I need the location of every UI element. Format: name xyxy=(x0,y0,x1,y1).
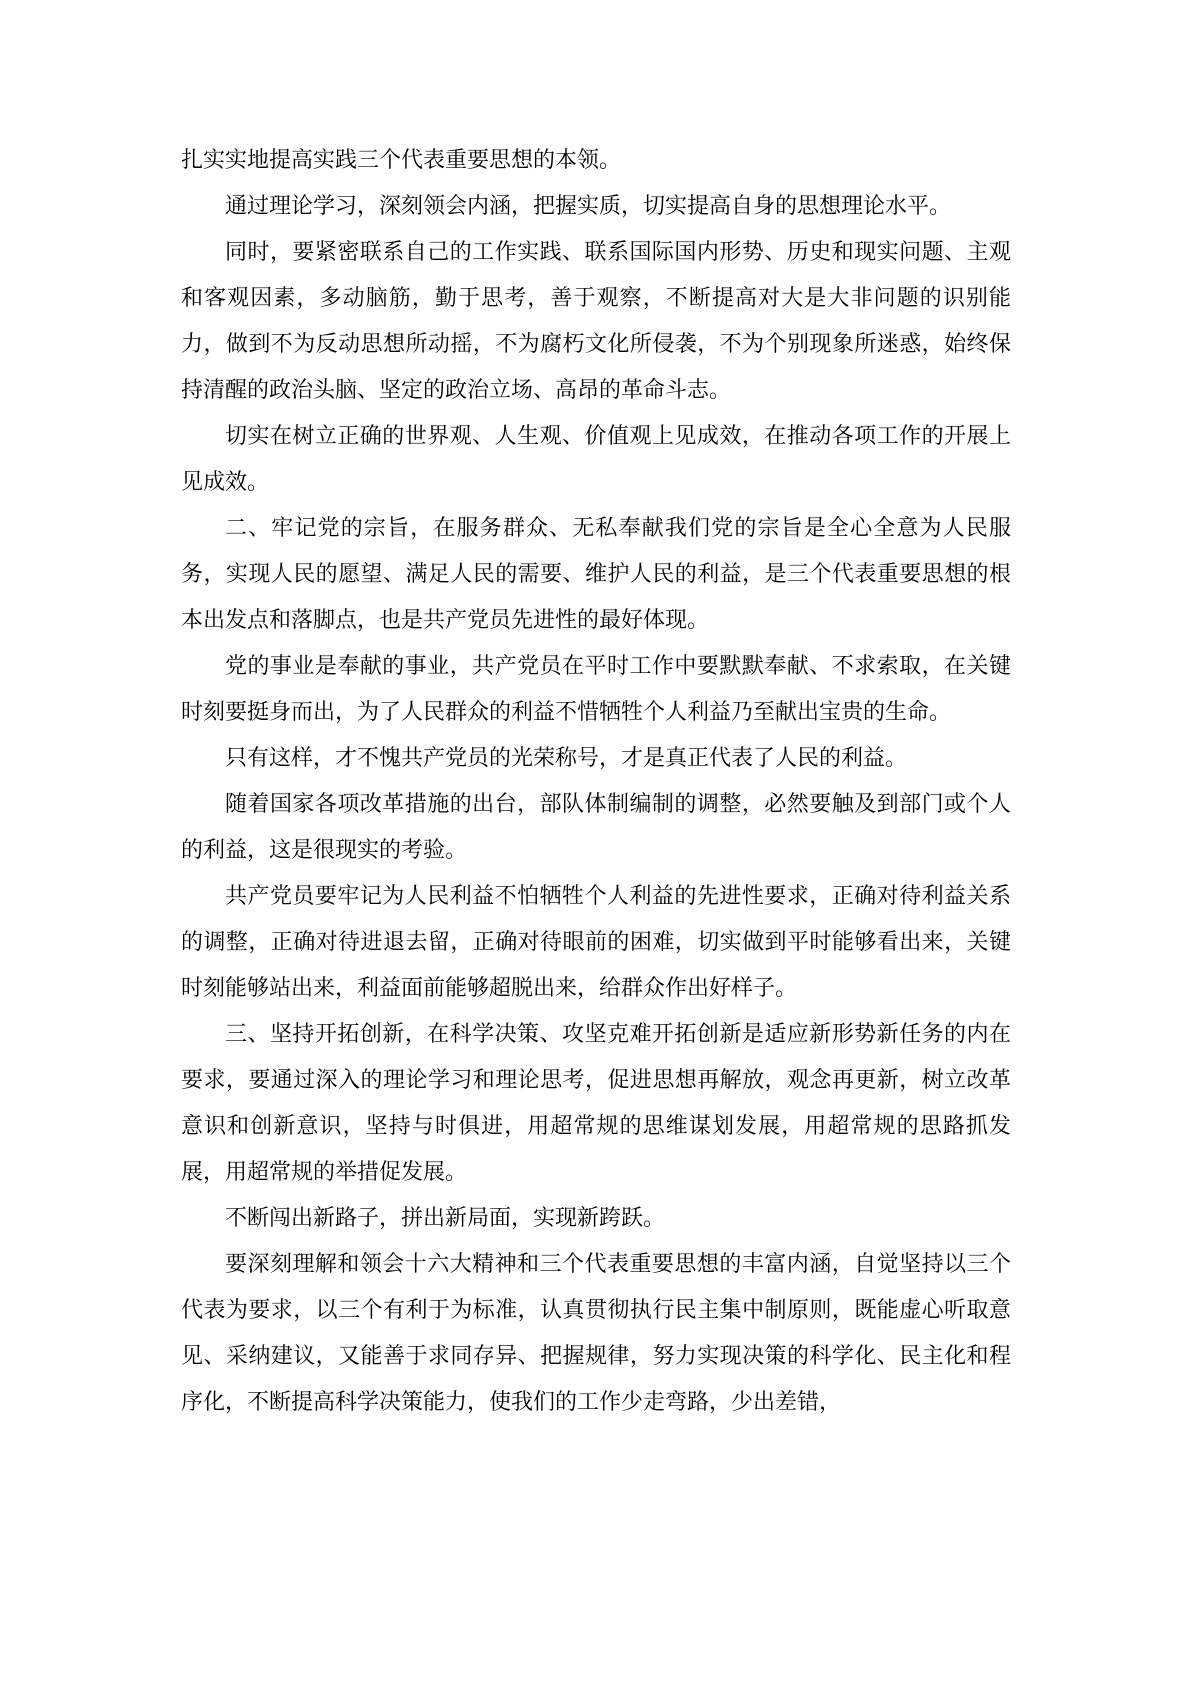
paragraph-scientific-decision: 要深刻理解和领会十六大精神和三个代表重要思想的丰富内涵，自觉坚持以三个代表为要求，以三个有利于为标准，认真贯彻执行民主集中制原则，既能虚心听取意见、采纳建议，又能善于求同存异、把握规律，努力实现决策的科学化、民主化和程序化，不断提高科学决策能力，使我们的工作少走弯路，少出差错， xyxy=(181,1252,1011,1415)
paragraph-practice-link: 同时，要紧密联系自己的工作实践、联系国际国内形势、历史和现实问题、主观和客观因素，多动脑筋，勤于思考，善于观察，不断提高对大是大非问题的识别能力，做到不为反动思想所动摇，不为腐朽文化所侵袭，不为个别现象所迷惑，始终保持清醒的政治头脑、坚定的政治立场、高昂的革命斗志。 xyxy=(181,240,1011,403)
paragraph-new-path: 不断闯出新路子，拼出新局面，实现新跨跃。 xyxy=(225,1206,666,1231)
paragraph-section-three-heading: 三、坚持开拓创新，在科学决策、攻坚克难开拓创新是适应新形势新任务的内在要求，要通过深入的理论学习和理论思考，促进思想再解放，观念再更新，树立改革意识和创新意识，坚持与时俱进，用超常规的思维谋划发展，用超常规的思路抓发展，用超常规的举措促发展。 xyxy=(181,1022,1011,1185)
paragraph-section-two-heading: 二、牢记党的宗旨，在服务群众、无私奉献我们党的宗旨是全心全意为人民服务，实现人民的愿望、满足人民的需要、维护人民的利益，是三个代表重要思想的根本出发点和落脚点，也是共产党员先进性的最好体现。 xyxy=(181,516,1011,633)
paragraph-honor: 只有这样，才不愧共产党员的光荣称号，才是真正代表了人民的利益。 xyxy=(225,746,908,771)
paragraph-reform-test: 随着国家各项改革措施的出台，部队体制编制的调整，必然要触及到部门或个人的利益，这是很现实的考验。 xyxy=(181,792,1011,863)
paragraph-party-member-requirements: 共产党员要牢记为人民利益不怕牺牲个人利益的先进性要求，正确对待利益关系的调整，正确对待进退去留，正确对待眼前的困难，切实做到平时能够看出来，关键时刻能够站出来，利益面前能够超脱出来，给群众作出好样子。 xyxy=(181,884,1011,1001)
document-page xyxy=(181,138,1011,1426)
paragraph-dedication: 党的事业是奉献的事业，共产党员在平时工作中要默默奉献、不求索取，在关键时刻要挺身而出，为了人民群众的利益不惜牺牲个人利益乃至献出宝贵的生命。 xyxy=(181,654,1011,725)
paragraph-worldview: 切实在树立正确的世界观、人生观、价值观上见成效，在推动各项工作的开展上见成效。 xyxy=(181,424,1011,495)
paragraph-theory-study: 通过理论学习，深刻领会内涵，把握实质，切实提高自身的思想理论水平。 xyxy=(225,194,952,219)
paragraph-continued: 扎实实地提高实践三个代表重要思想的本领。 xyxy=(181,148,622,173)
